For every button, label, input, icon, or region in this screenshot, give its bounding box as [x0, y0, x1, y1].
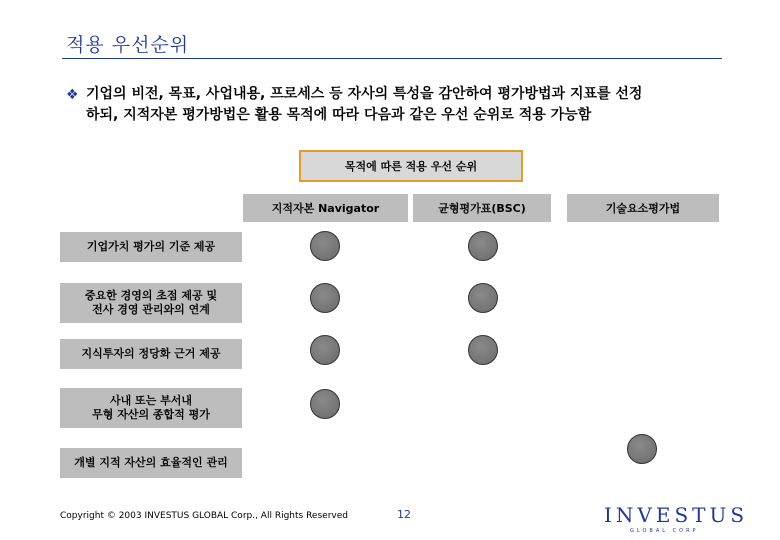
column-header-bsc: 균형평가표(BSC) [413, 194, 551, 222]
intro-text [86, 84, 736, 126]
company-logo: INVESTUS [604, 503, 749, 527]
page-number: 12 [397, 508, 411, 521]
priority-circle-icon [310, 335, 340, 365]
priority-circle-icon [310, 389, 340, 419]
row-label-5: 개별 지적 자산의 효율적인 관리 [60, 448, 242, 478]
priority-circle-icon [468, 335, 498, 365]
row-label-1: 기업가치 평가의 기준 제공 [60, 232, 242, 262]
column-header-ic-navigator: 지적자본 Navigator [243, 194, 408, 222]
title-divider [62, 58, 722, 59]
intro-line-1: 기업의 비전, 목표, 사업내용, 프로세스 등 자사의 특성을 감안하여 평가방법과 지표를 선정 [86, 86, 643, 102]
priority-heading-box: 목적에 따른 적용 우선 순위 [299, 150, 523, 182]
priority-circle-icon [627, 434, 657, 464]
priority-circle-icon [310, 231, 340, 261]
priority-circle-icon [468, 231, 498, 261]
priority-circle-icon [310, 283, 340, 313]
column-header-tech-eval: 기술요소평가법 [567, 194, 719, 222]
row-label-3: 지식투자의 정당화 근거 제공 [60, 339, 242, 369]
diamond-bullet-icon: ❖ [66, 87, 79, 103]
priority-circle-icon [468, 283, 498, 313]
row-label-2: 중요한 경영의 초점 제공 및 전사 경영 관리와의 연계 [60, 283, 242, 323]
company-logo-subtitle: GLOBAL CORP [630, 528, 699, 534]
page-title: 적용 우선순위 [66, 34, 190, 56]
row-label-4: 사내 또는 부서내 무형 자산의 종합적 평가 [60, 388, 242, 428]
intro-line-2: 하되, 지적자본 평가방법은 활용 목적에 따라 다음과 같은 우선 순위로 적용 가능함 [86, 107, 592, 123]
copyright-text: Copyright © 2003 INVESTUS GLOBAL Corp., All Rights Reserved [60, 511, 348, 521]
